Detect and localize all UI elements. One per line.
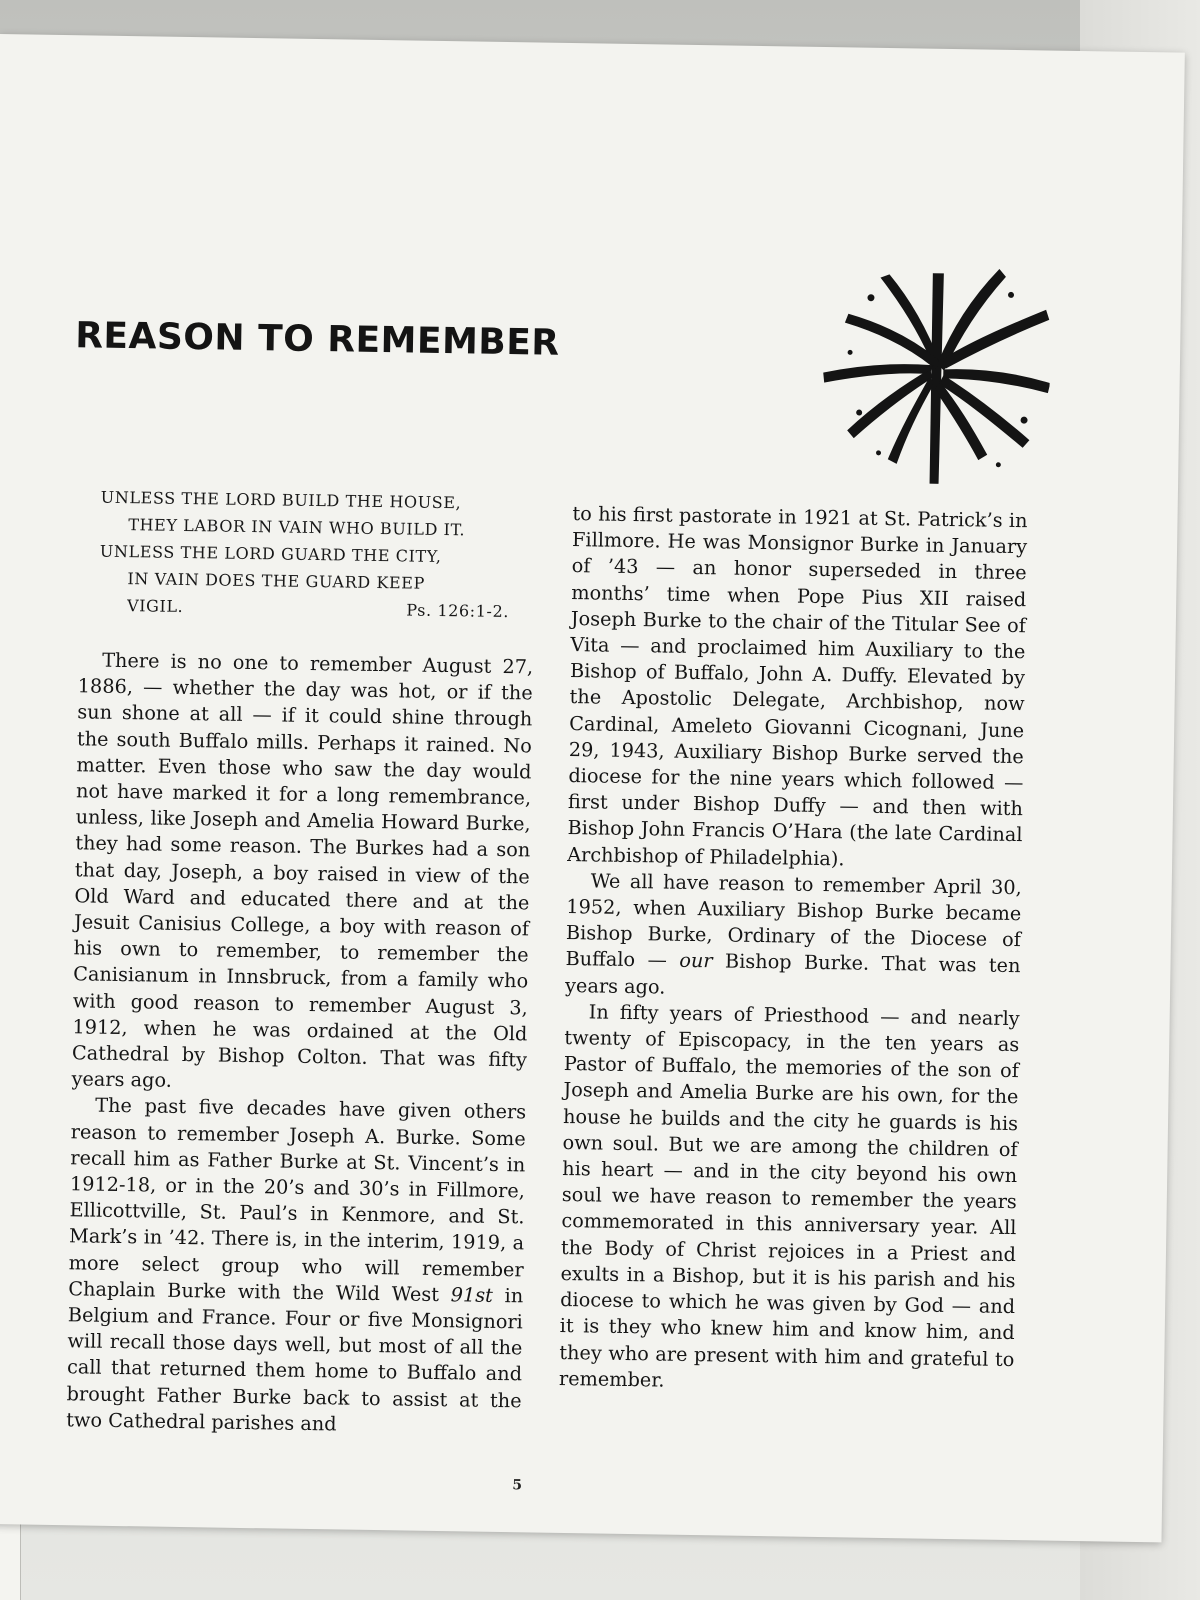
paragraph-text: Bishop Burke. That was ten years ago.	[564, 949, 1021, 999]
page-number: 5	[512, 1477, 523, 1494]
epigraph-line: THEY LABOR IN VAIN WHO BUILD IT.	[128, 515, 466, 540]
paragraph	[66, 1093, 526, 1441]
paragraph-text: We all have reason to remember April 30, 1952, when Auxiliary Bishop Burke became Bishop Burke, Ordinary of the Diocese of Buffalo —	[565, 869, 1022, 973]
right-column	[559, 501, 1028, 1399]
paragraph	[565, 868, 1022, 1006]
paragraph: In fifty years of Priesthood — and nearly twenty of Episcopacy, in the ten years as Pastor of Buffalo, the memories of the son of Joseph and Amelia Burke are his own, for the house he builds and the city he guards is his own soul. But we are among the children of his heart — and in the city beyond his own soul we have reason to remember the years commemorated in this anniversary year. All the Body of Christ rejoices in a Priest and exults in a Bishop, but it is his parish and his diocese to which he was given by God — and it is they who knew him and know him, and they who are present with him and grateful to remember.	[558, 1000, 1020, 1392]
italic-text: 91st	[450, 1283, 494, 1307]
paragraph-text: The past five decades have given others reason to remember Joseph A. Burke. Some recall him as Father Burke at St. Vincent’s in 1912-18, or in the 20’s and 30’s in Fillmore, Ellicottville, St. Paul’s in Kenmore, and St. Mark’s in ’42. There is, in the interim, 1919, a more select group who will remember Chaplain Burke with the Wild West	[68, 1094, 527, 1306]
epigraph	[99, 484, 511, 625]
paragraph: to his first pastorate in 1921 at St. Patrick’s in Fillmore. He was Monsignor Burke in January of ’43 — an honor superseded in three months’ time when Pope Pius XII raised Joseph Burke to the chair of the Titular See of Vita — and proclaimed him Auxiliary to the Bishop of Buffalo, John A. Duffy. Elevated by the Apostolic Delegate, Archbishop, now Cardinal, Ameleto Giovanni Cicognani, June 29, 1943, Auxiliary Bishop Burke served the diocese for the nine years which followed — first under Bishop Duffy — and then with Bishop John Francis O’Hara (the late Cardinal Archbishop of Philadelphia).	[567, 502, 1028, 871]
paragraph: There is no one to remember August 27, 1886, — whether the day was hot, or if the sun shone at all — if it could shine through the south Buffalo mills. Perhaps it rained. No matter. Even those who saw the day would not have marked it for a long remembrance, unless, like Joseph and Amelia Howard Burke, they had some reason. The Burkes had a son that day, Joseph, a boy raised in view of the Old Ward and educated there and at the Jesuit Canisius College, a boy with reason of his own to remember, to remember the Canisianum in Innsbruck, from a family who with good reason to remember August 3, 1912, when he was ordained at the Old Cathedral by Bishop Colton. That was fifty years ago.	[71, 648, 534, 1093]
epigraph-citation: Ps. 126:1-2.	[406, 600, 510, 622]
epigraph-line: UNLESS THE LORD GUARD THE CITY,	[99, 541, 442, 566]
epigraph-last-line	[99, 592, 509, 625]
epigraph-line: VIGIL.	[126, 596, 184, 616]
left-column	[66, 647, 533, 1440]
epigraph-line: UNLESS THE LORD BUILD THE HOUSE,	[100, 487, 462, 513]
paragraph-text: in Belgium and France. Four or five Monsignori will recall those days well, but most of all the call that returned them home to Buffalo and brought Father Burke back to assist at the two Cathedral parishes and	[66, 1283, 524, 1436]
stylized-burst-icon	[818, 252, 1052, 486]
article-title: REASON TO REMEMBER	[74, 315, 560, 364]
italic-text: our	[679, 949, 713, 973]
booklet-page	[0, 34, 1185, 1542]
page-content	[57, 75, 1079, 1511]
epigraph-line: IN VAIN DOES THE GUARD KEEP	[127, 569, 426, 593]
